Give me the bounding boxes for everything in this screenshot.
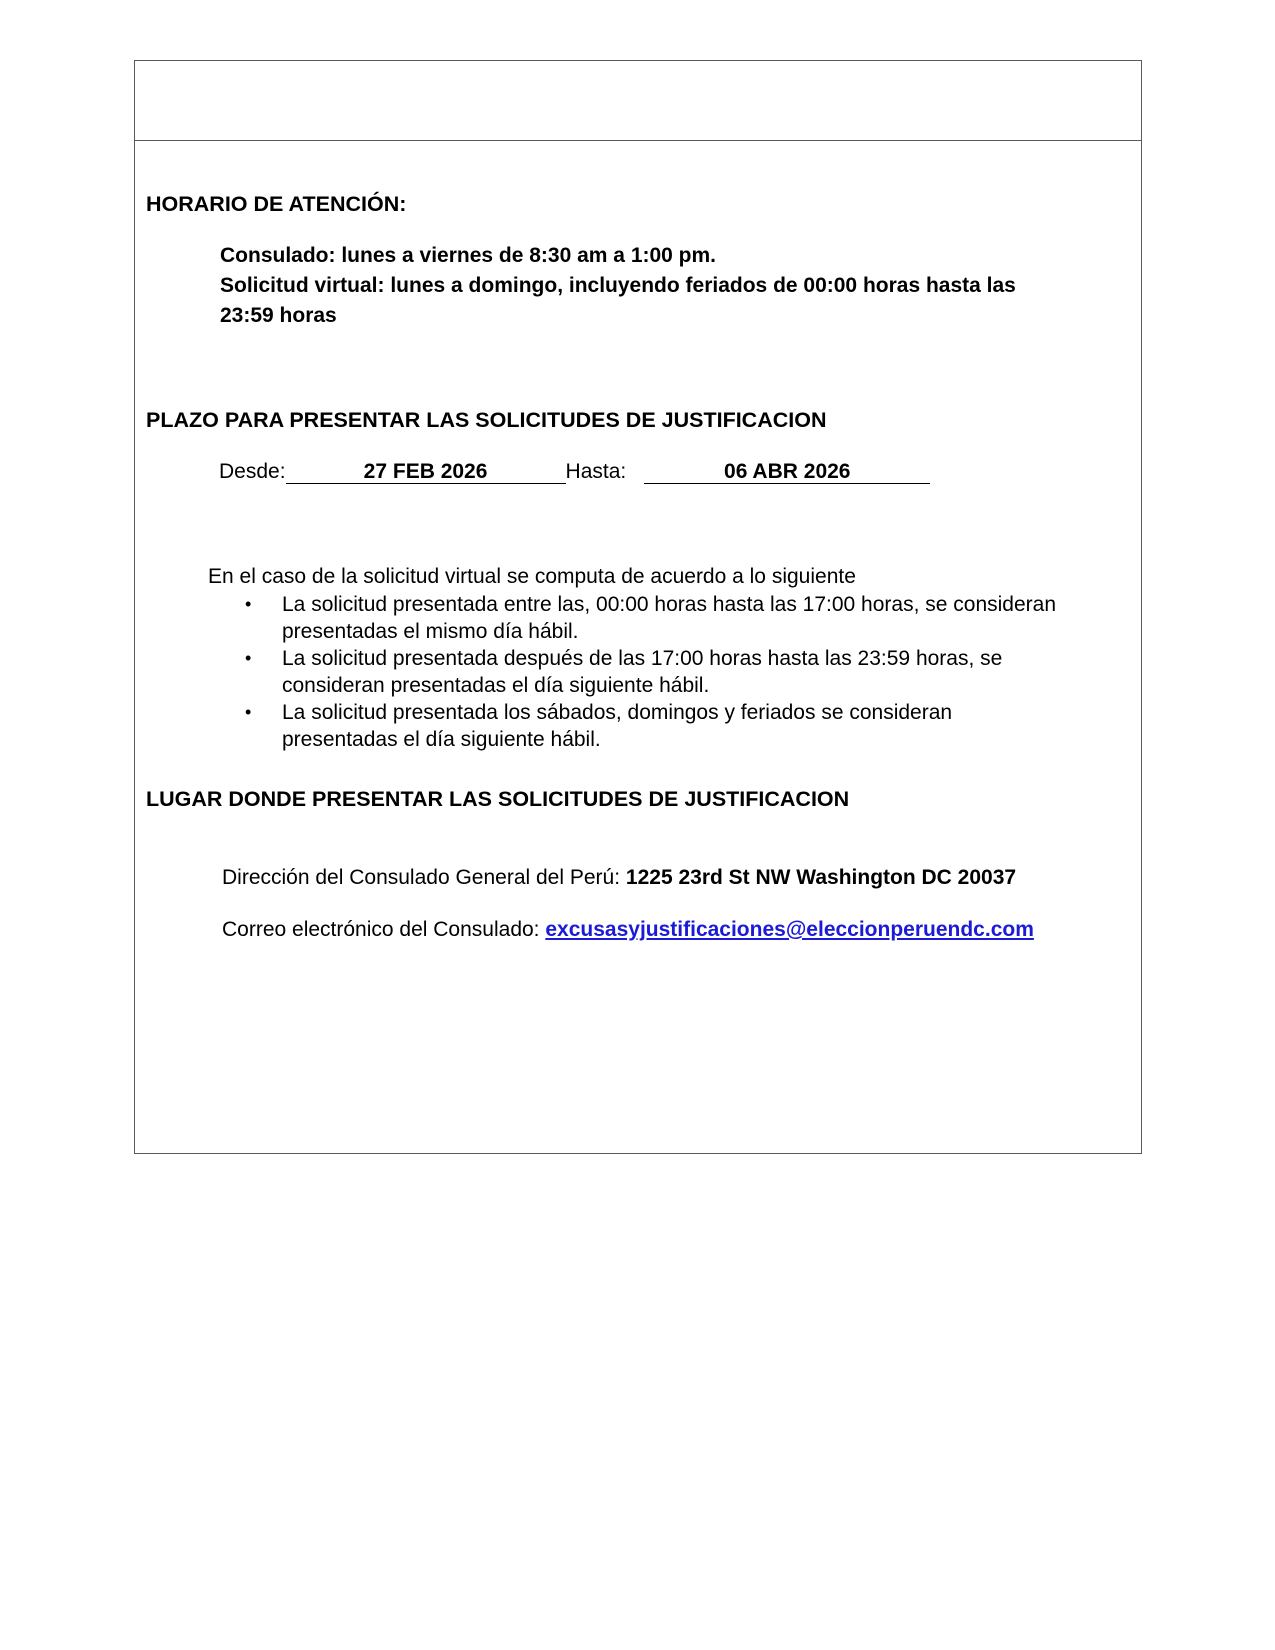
computo-item-1-line2: presentadas el mismo día hábil. <box>282 620 579 643</box>
desde-value: 27 FEB 2026 <box>286 461 566 484</box>
computo-item-2-line1: La solicitud presentada después de las 17:00 horas hasta las 23:59 horas, se <box>282 647 1003 670</box>
horario-virtual-line2: 23:59 horas <box>220 304 337 327</box>
lugar-heading: LUGAR DONDE PRESENTAR LAS SOLICITUDES DE JUSTIFICACION <box>146 787 850 811</box>
computo-item-3-line1: La solicitud presentada los sábados, domingos y feriados se consideran <box>282 701 953 724</box>
correo-label: Correo electrónico del Consulado: <box>222 918 546 941</box>
plazo-dates <box>219 460 930 484</box>
hasta-label: Hasta: <box>565 460 627 483</box>
bullet-icon: • <box>245 594 252 614</box>
desde-label: Desde: <box>219 460 286 483</box>
header-divider <box>135 140 1141 141</box>
computo-item-3-line2: presentadas el día siguiente hábil. <box>282 728 601 751</box>
computo-item-2-line2: consideran presentadas el día siguiente hábil. <box>282 674 710 697</box>
computo-item-1-line1: La solicitud presentada entre las, 00:00 horas hasta las 17:00 horas, se consideran <box>282 593 1056 616</box>
computo-intro: En el caso de la solicitud virtual se computa de acuerdo a lo siguiente <box>208 565 856 588</box>
bullet-icon: • <box>245 702 252 722</box>
direccion-line <box>222 866 1016 890</box>
email-link[interactable]: excusasyjustificaciones@eleccionperuendc.com <box>545 918 1034 941</box>
correo-line <box>222 918 1034 942</box>
horario-heading: HORARIO DE ATENCIÓN: <box>146 192 407 216</box>
bullet-icon: • <box>245 648 252 668</box>
direccion-value: 1225 23rd St NW Washington DC 20037 <box>625 866 1017 889</box>
direccion-label: Dirección del Consulado General del Perú: <box>222 866 626 889</box>
horario-virtual-line1: Solicitud virtual: lunes a domingo, incluyendo feriados de 00:00 horas hasta las <box>220 274 1016 297</box>
hasta-value: 06 ABR 2026 <box>644 461 930 484</box>
horario-consulado: Consulado: lunes a viernes de 8:30 am a 1:00 pm. <box>220 244 717 267</box>
plazo-heading: PLAZO PARA PRESENTAR LAS SOLICITUDES DE JUSTIFICACION <box>146 408 827 432</box>
